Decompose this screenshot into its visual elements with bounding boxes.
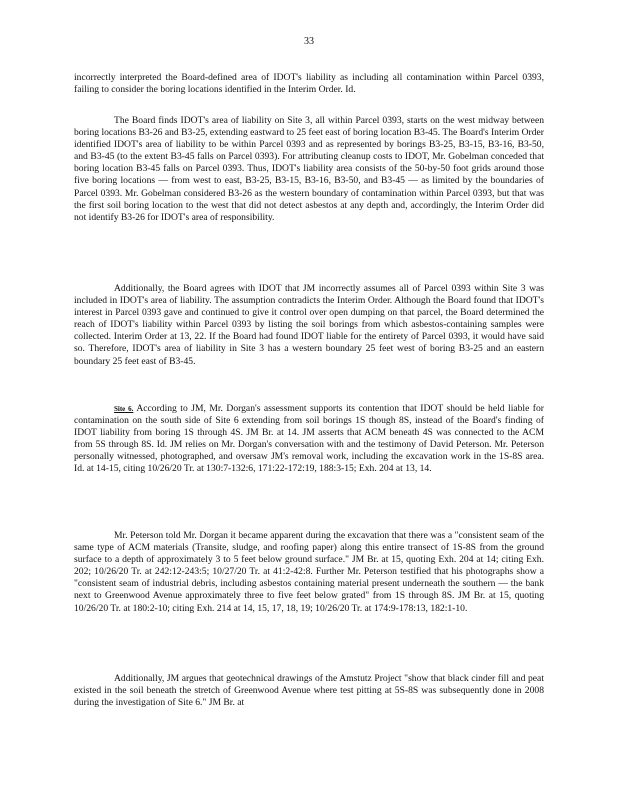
site-6-heading: Site 6. (114, 405, 134, 413)
paragraph-board-finding: The Board finds IDOT's area of liability on Site 3, all within Parcel 0393, starts on the west midway between boring locations B3-26 and B3-25, extending eastward to 25 feet east of boring location B3-45. The Board's Interim Order identified IDOT's area of liability to be within Parcel 0393 and as represented by borings B3-25, B3-15, B3-16, B3-50, and B3-45 (to the extent B3-45 falls on Parcel 0393). For attributing cleanup costs to IDOT, Mr. Gobelman conceded that boring location B3-45 falls on Parcel 0393. Thus, IDOT's liability area consists of the 50-by-50 foot grids around those five boring locations — from west to east, B3-25, B3-15, B3-16, B3-50, and B3-45 — as limited by the boundaries of Parcel 0393. Mr. Gobelman considered B3-26 as the western boundary of contamination within Parcel 0393, but that was the first soil boring location to the west that did not detect asbestos at any depth and, accordingly, the Interim Order did not identify B3-26 for IDOT's area of responsibility. (74, 115, 544, 223)
paragraph-board-agrees: Additionally, the Board agrees with IDOT that JM incorrectly assumes all of Parcel 0393 within Site 3 was included in IDOT's area of liability. The assumption contradicts the Interim Order. Although the Board found that IDOT's interest in Parcel 0393 gave and continued to give it control over open dumping on that parcel, the Board determined the reach of IDOT's liability within Parcel 0393 by listing the soil borings from which asbestos-containing samples were collected. Interim Order at 13, 22. If the Board had found IDOT liable for the entirety of Parcel 0393, it would have said so. Therefore, IDOT's area of liability in Site 3 has a western boundary 25 feet west of boring B3-25 and an eastern boundary 25 feet east of B3-45. (74, 283, 544, 367)
paragraph-continuation: incorrectly interpreted the Board-defined area of IDOT's liability as including all contamination within Parcel 0393, failing to consider the boring locations identified in the Interim Order. Id. (74, 72, 544, 96)
paragraph-peterson: Mr. Peterson told Mr. Dorgan it became apparent during the excavation that there was a "consistent seam of the same type of ACM materials (Transite, sludge, and roofing paper) along this entire transect of 1S-8S from the ground surface to a depth of approximately 3 to 5 feet below ground surface." JM Br. at 15, quoting Exh. 204 at 14; citing Exh. 202; 10/26/20 Tr. at 242:12-243:5; 10/27/20 Tr. at 41:2-42:8. Further Mr. Peterson testified that his photographs show a "consistent seam of industrial debris, including asbestos containing material present underneath the southern — the bank next to Greenwood Avenue approximately three to five feet below grated" from 1S through 8S. JM Br. at 15, quoting 10/26/20 Tr. at 180:2-10; citing Exh. 214 at 14, 15, 17, 18, 19; 10/26/20 Tr. at 174:9-178:13, 182:1-10. (74, 530, 544, 614)
paragraph-additionally-jm: Additionally, JM argues that geotechnical drawings of the Amstutz Project "show that black cinder fill and peat existed in the soil beneath the stretch of Greenwood Avenue where test pitting at 5S-8S was subsequently done in 2008 during the investigation of Site 6." JM Br. at (74, 673, 544, 709)
paragraph-site-6-text: According to JM, Mr. Dorgan's assessment supports its contention that IDOT should be held liable for contamination on the south side of Site 6 extending from soil borings 1S though 8S, instead of the Board's finding of IDOT liability from boring 1S through 4S. JM Br. at 14. JM asserts that ACM beneath 4S was connected to the ACM from 5S through 8S. Id. JM relies on Mr. Dorgan's conversation with and the testimony of David Peterson. Mr. Peterson personally witnessed, photographed, and oversaw JM's removal work, including the excavation work in the 1S-8S area. Id. at 14-15, citing 10/26/20 Tr. at 130:7-132:6, 171:22-172:19, 188:3-15; Exh. 204 at 13, 14. (74, 403, 544, 475)
paragraph-site-6 (74, 403, 544, 476)
page-number: 33 (304, 36, 314, 47)
